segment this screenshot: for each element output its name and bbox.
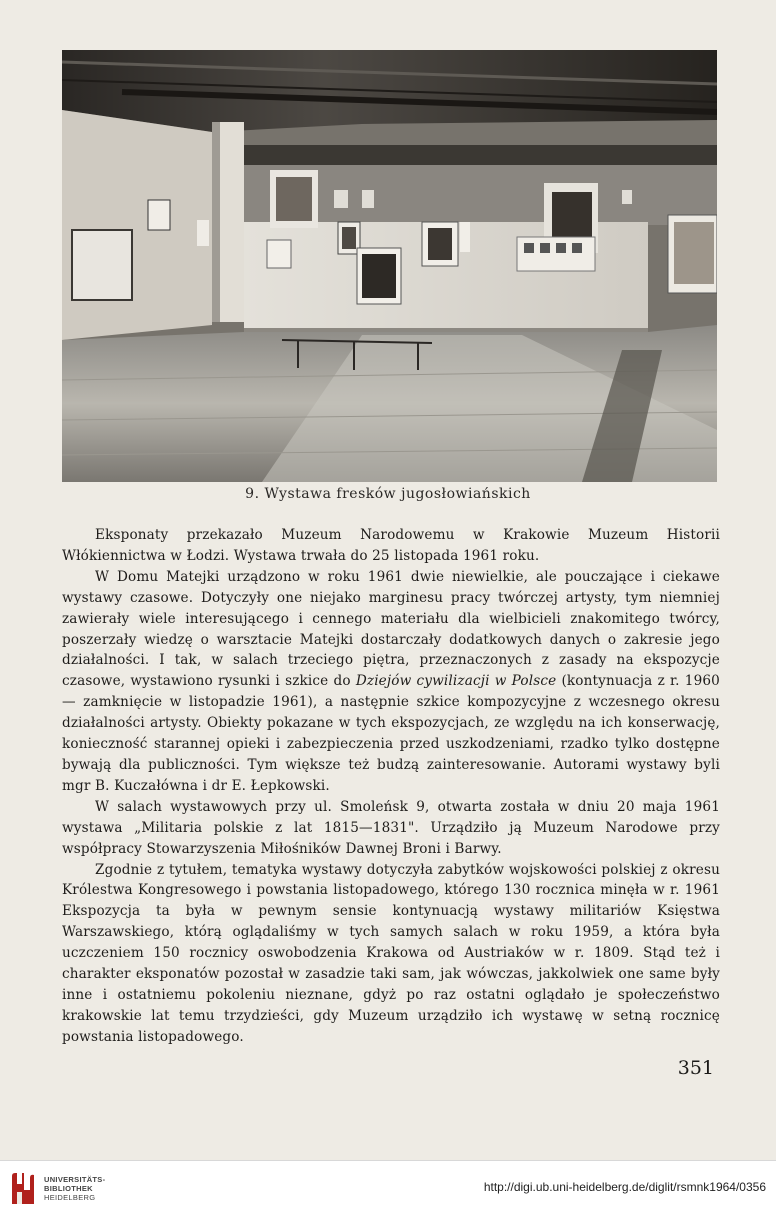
library-logo-text: [44, 1175, 105, 1202]
paragraph-3: W salach wystawowych przy ul. Smoleńsk 9, otwarta została w dniu 20 maja 1961 wystawa „Militaria polskie z lat 1815—1831". Urządziło ją Muzeum Narodowe przy współpracy Stowarzyszenia Miłośników Dawnej Broni i Barwy.: [62, 798, 720, 857]
paragraph-2-start: W Domu Matejki urządzono w roku 1961 dwie niewielkie, ale pouczające i ciekawe wystawy czasowe. Dotyczyły one niejako marginesu pracy twórczej artysty, tym niemniej zawierały wiele interesującego i cennego materiału dla wielbicieli znakomitego twórcy, poszerzały wiedzę o warsztacie Matejki dostarczały dodatkowych danych o zakresie jego działalności. I tak, w salach trzeciego piętra, przeznaczonych z zasady na ekspozycje czasowe, wystawiono rysunki i szkice do: [62, 568, 720, 690]
paragraph-4: Zgodnie z tytułem, tematyka wystawy dotyczyła zabytków wojskowości polskiej z okresu Królestwa Kongresowego i powstania listopadowego, którego 130 rocznica minęła w r. 1961 Ekspozycja ta była w pewnym sensie kontynuacją wystawy militariów Księstwa Warszawskiego, którą oglądaliśmy w tych samych salach w roku 1959, a która była uczczeniem 150 rocznicy oswobodzenia Krakowa od Austriaków w r. 1809. Stąd też i charakter eksponatów pozostał w zasadzie taki sam, jak wówczas, jakkolwiek one same były inne i ostatniemu pokoleniu nieznane, gdyż po raz ostatni oglądało je społeczeństwo krakowskie lat temu trzydzieści, gdy Muzeum urządziło ich wystawę w setną rocznicę powstania listopadowego.: [62, 861, 720, 1045]
paragraph-2-end: (kontynuacja z r. 1960 — zamknięcie w listopadzie 1961), a następnie szkice kompozycyjne z wczesnego okresu działalności artysty. Obiekty pokazane w tych ekspozycjach, ze względu na ich konserwację, konieczność starannej opieki i zabezpieczenia przed uszkodzeniami, rzadko tylko dostępne bywają dla publiczności. Tym większe też budzą zainteresowanie. Autorami wystawy byli mgr B. Kuczałówna i dr E. Łepkowski.: [62, 673, 720, 794]
page-number: 351: [677, 1057, 714, 1079]
paragraph-2: [62, 567, 720, 797]
book-title: Dziejów cywilizacji w Polsce: [355, 673, 557, 690]
source-url-link[interactable]: http://digi.ub.uni-heidelberg.de/diglit/rsmnk1964/0356: [483, 1180, 766, 1194]
article-text: [62, 525, 720, 1048]
logo-line-1: UNIVERSITÄTS-: [44, 1175, 106, 1184]
viewer-footer: [0, 1160, 776, 1217]
heidelberg-logo-icon: [8, 1170, 38, 1208]
logo-line-2: BIBLIOTHEK: [44, 1184, 93, 1193]
logo-line-3: HEIDELBERG: [44, 1193, 96, 1202]
exhibition-photo: [62, 50, 717, 482]
figure-caption: 9. Wystawa fresków jugosłowiańskich: [245, 486, 531, 502]
paragraph-1: Eksponaty przekazało Muzeum Narodowemu w Krakowie Muzeum Historii Włókiennictwa w Łodzi. Wystawa trwała do 25 listopada 1961 roku.: [62, 527, 720, 564]
